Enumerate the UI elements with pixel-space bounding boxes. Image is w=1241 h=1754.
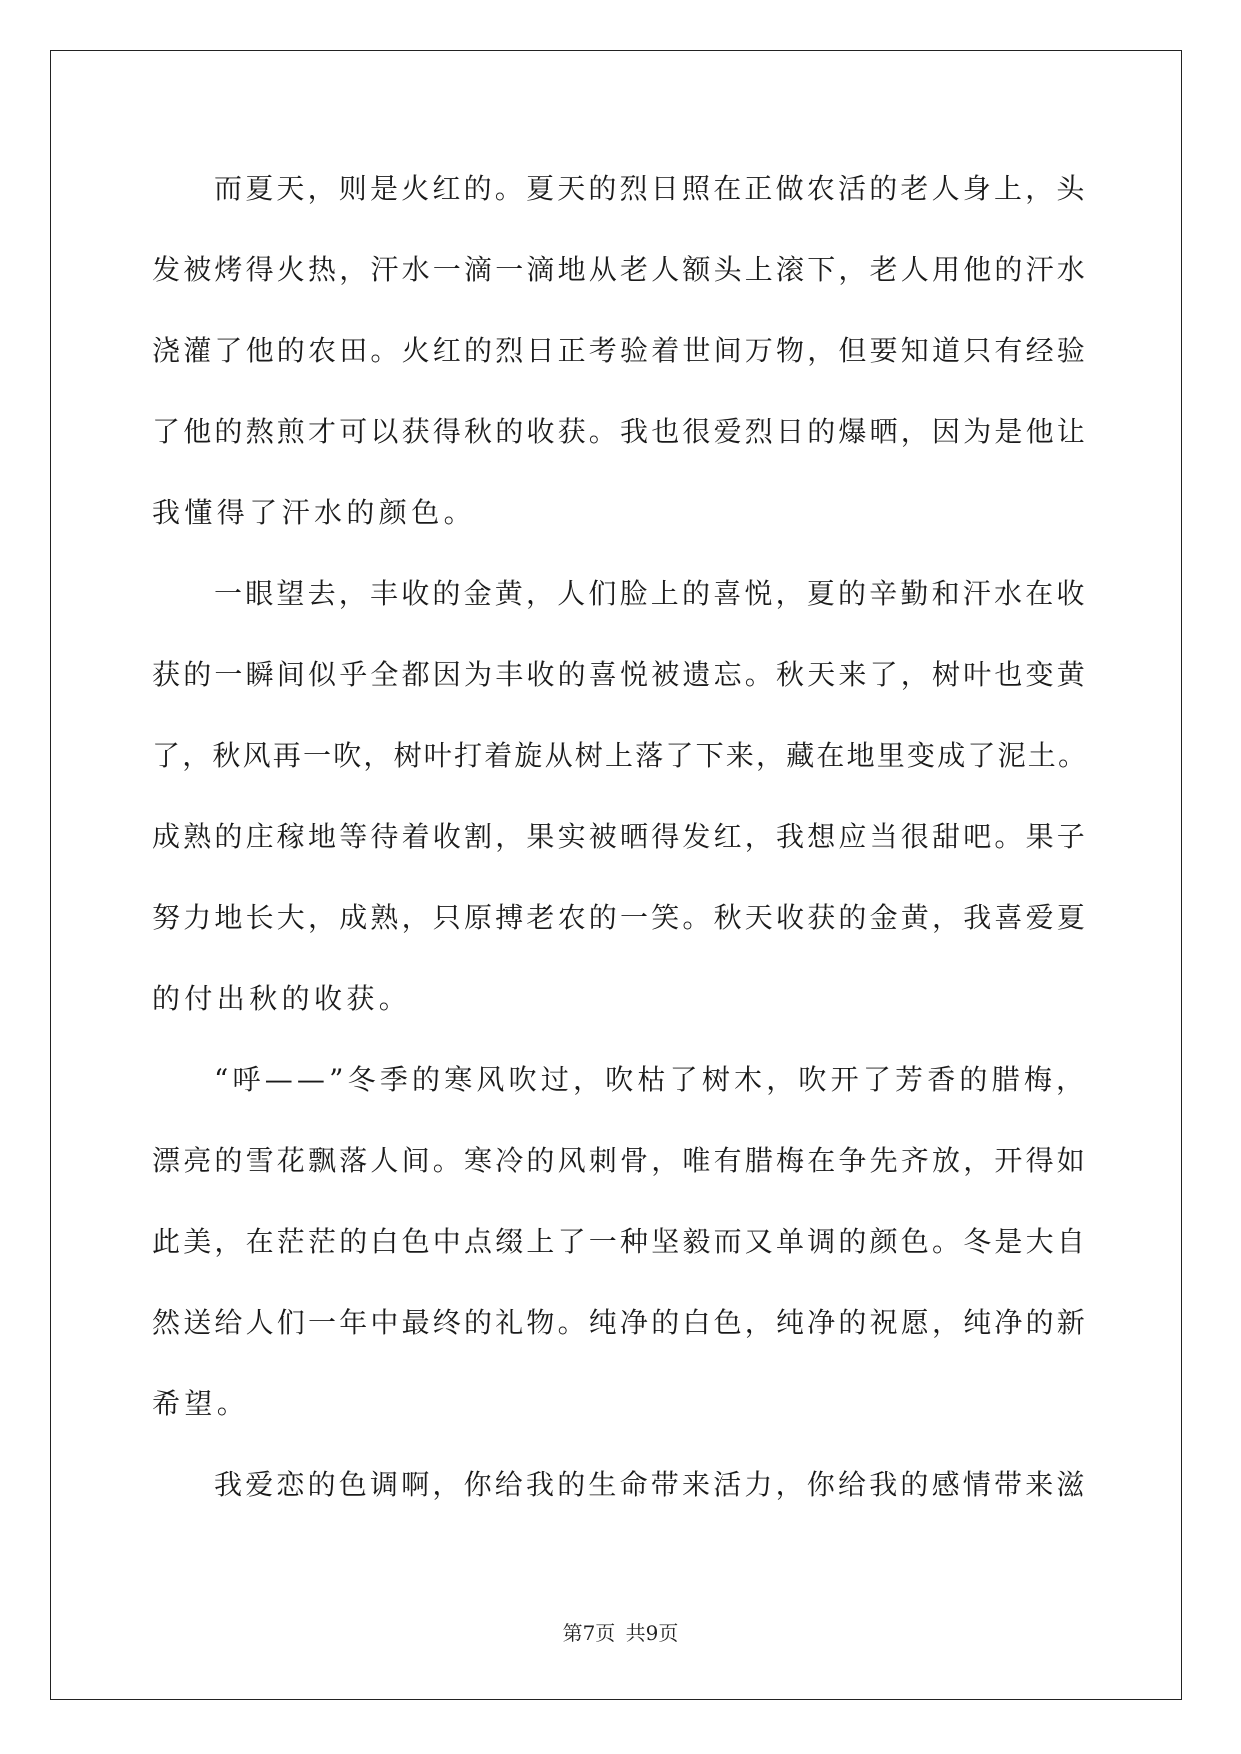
text-line: 而夏天，则是火红的。夏天的烈日照在正做农活的老人身上，头	[214, 172, 1088, 205]
text-line: 浇灌了他的农田。火红的烈日正考验着世间万物，但要知道只有经验	[152, 334, 1089, 367]
page-number-total: 共9页	[625, 1621, 679, 1645]
text-line: 发被烤得火热，汗水一滴一滴地从老人额头上滚下，老人用他的汗水	[152, 253, 1089, 286]
text-line: 我懂得了汗水的颜色。	[152, 496, 477, 529]
text-line: 努力地长大，成熟，只原搏老农的一笑。秋天收获的金黄，我喜爱夏	[152, 901, 1089, 934]
page-number-current: 第7页	[562, 1621, 616, 1645]
text-line: 希望。	[152, 1387, 250, 1420]
text-line: 我爱恋的色调啊，你给我的生命带来活力，你给我的感情带来滋	[214, 1468, 1088, 1501]
text-line: 然送给人们一年中最终的礼物。纯净的白色，纯净的祝愿，纯净的新	[152, 1306, 1089, 1339]
text-line: 了他的熬煎才可以获得秋的收获。我也很爱烈日的爆晒，因为是他让	[152, 415, 1089, 448]
text-line: 此美，在茫茫的白色中点缀上了一种坚毅而又单调的颜色。冬是大自	[152, 1225, 1089, 1258]
page-footer	[0, 1617, 1241, 1646]
text-line: 的付出秋的收获。	[152, 982, 412, 1015]
text-line: 成熟的庄稼地等待着收割，果实被晒得发红，我想应当很甜吧。果子	[152, 820, 1089, 853]
text-line: 漂亮的雪花飘落人间。寒冷的风刺骨，唯有腊梅在争先齐放，开得如	[152, 1144, 1089, 1177]
text-line: “呼——”冬季的寒风吹过，吹枯了树木，吹开了芳香的腊梅，	[214, 1063, 1089, 1096]
document-body	[152, 148, 1092, 1525]
text-line: 了，秋风再一吹，树叶打着旋从树上落了下来，藏在地里变成了泥土。	[152, 739, 1089, 772]
text-line: 获的一瞬间似乎全都因为丰收的喜悦被遗忘。秋天来了，树叶也变黄	[152, 658, 1089, 691]
text-line: 一眼望去，丰收的金黄，人们脸上的喜悦，夏的辛勤和汗水在收	[214, 577, 1088, 610]
